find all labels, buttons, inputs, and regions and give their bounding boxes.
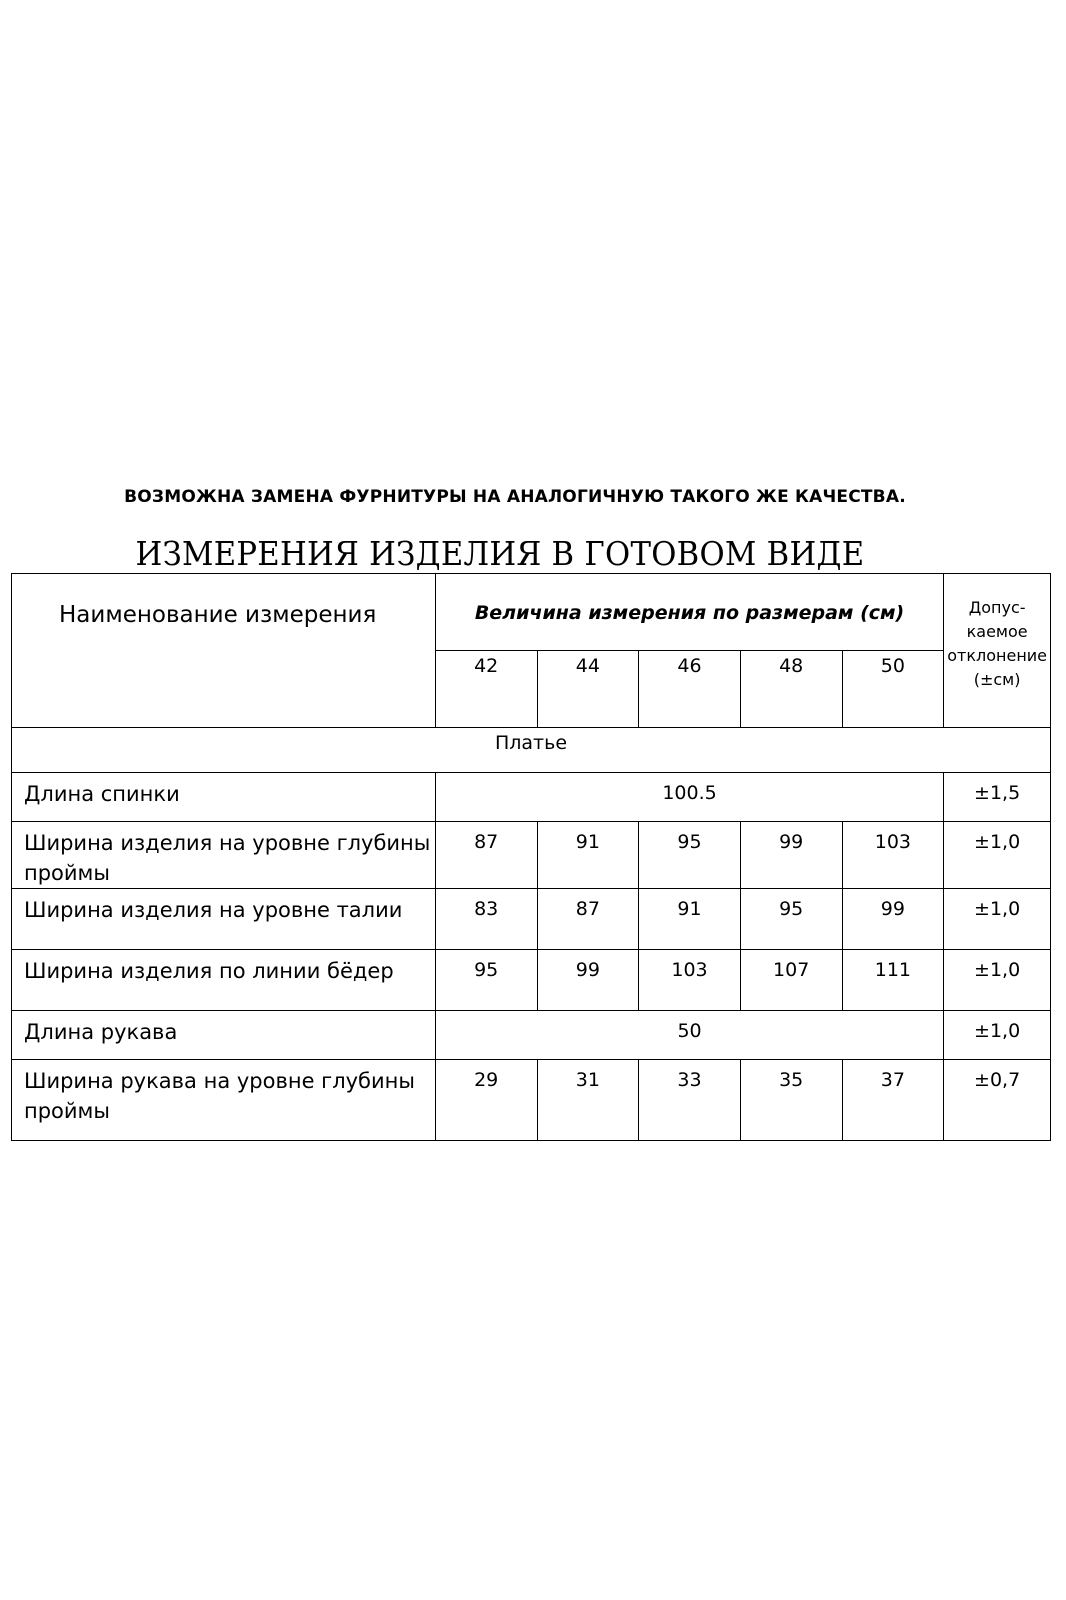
table-row — [12, 950, 1051, 1011]
value-cell: 33 — [639, 1060, 741, 1141]
value-cell: 107 — [740, 950, 842, 1011]
section-label: Платье — [12, 728, 1051, 773]
value-cell: 87 — [537, 889, 639, 950]
section-row — [12, 728, 1051, 773]
row-name: Ширина рукава на уровне глубины проймы — [12, 1060, 436, 1141]
value-cell: 91 — [537, 822, 639, 889]
table-row — [12, 1060, 1051, 1141]
merged-value-cell: 100.5 — [435, 773, 943, 822]
value-cell: 111 — [842, 950, 944, 1011]
value-cell: 29 — [435, 1060, 537, 1141]
value-cell: 95 — [435, 950, 537, 1011]
value-cell: 87 — [435, 822, 537, 889]
table-row — [12, 889, 1051, 950]
size-header-cell: 44 — [537, 651, 639, 728]
row-name: Ширина изделия на уровне глубины проймы — [12, 822, 436, 889]
value-cell: 99 — [740, 822, 842, 889]
merged-value-cell: 50 — [435, 1011, 943, 1060]
replacement-notice: ВОЗМОЖНА ЗАМЕНА ФУРНИТУРЫ НА АНАЛОГИЧНУЮ ТАКОГО ЖЕ КАЧЕСТВА. — [124, 487, 906, 507]
row-name: Ширина изделия по линии бёдер — [12, 950, 436, 1011]
value-cell: 35 — [740, 1060, 842, 1141]
value-cell: 31 — [537, 1060, 639, 1141]
value-cell: 95 — [639, 822, 741, 889]
value-cell: 99 — [842, 889, 944, 950]
value-cell: 91 — [639, 889, 741, 950]
value-cell: 37 — [842, 1060, 944, 1141]
measurements-table — [11, 573, 1051, 1141]
tolerance-cell: ±0,7 — [944, 1060, 1051, 1141]
tolerance-cell: ±1,0 — [944, 950, 1051, 1011]
value-cell: 103 — [639, 950, 741, 1011]
tolerance-cell: ±1,0 — [944, 1011, 1051, 1060]
table-row — [12, 822, 1051, 889]
value-cell: 103 — [842, 822, 944, 889]
table-row — [12, 1011, 1051, 1060]
table-row — [12, 773, 1051, 822]
size-header-cell: 48 — [740, 651, 842, 728]
header-tolerance: Допус-каемое отклонение (±см) — [944, 574, 1051, 728]
tolerance-cell: ±1,5 — [944, 773, 1051, 822]
value-cell: 99 — [537, 950, 639, 1011]
size-header-cell: 46 — [639, 651, 741, 728]
value-cell: 95 — [740, 889, 842, 950]
value-cell: 83 — [435, 889, 537, 950]
row-name: Ширина изделия на уровне талии — [12, 889, 436, 950]
tolerance-cell: ±1,0 — [944, 889, 1051, 950]
document-title: ИЗМЕРЕНИЯ ИЗДЕЛИЯ В ГОТОВОМ ВИДЕ — [135, 534, 865, 573]
tolerance-cell: ±1,0 — [944, 822, 1051, 889]
row-name: Длина рукава — [12, 1011, 436, 1060]
size-header-cell: 42 — [435, 651, 537, 728]
header-size-values: Величина измерения по размерам (см) — [435, 574, 943, 651]
size-header-cell: 50 — [842, 651, 944, 728]
table-header-row — [12, 574, 1051, 651]
row-name: Длина спинки — [12, 773, 436, 822]
header-measurement-name: Наименование измерения — [12, 574, 436, 728]
